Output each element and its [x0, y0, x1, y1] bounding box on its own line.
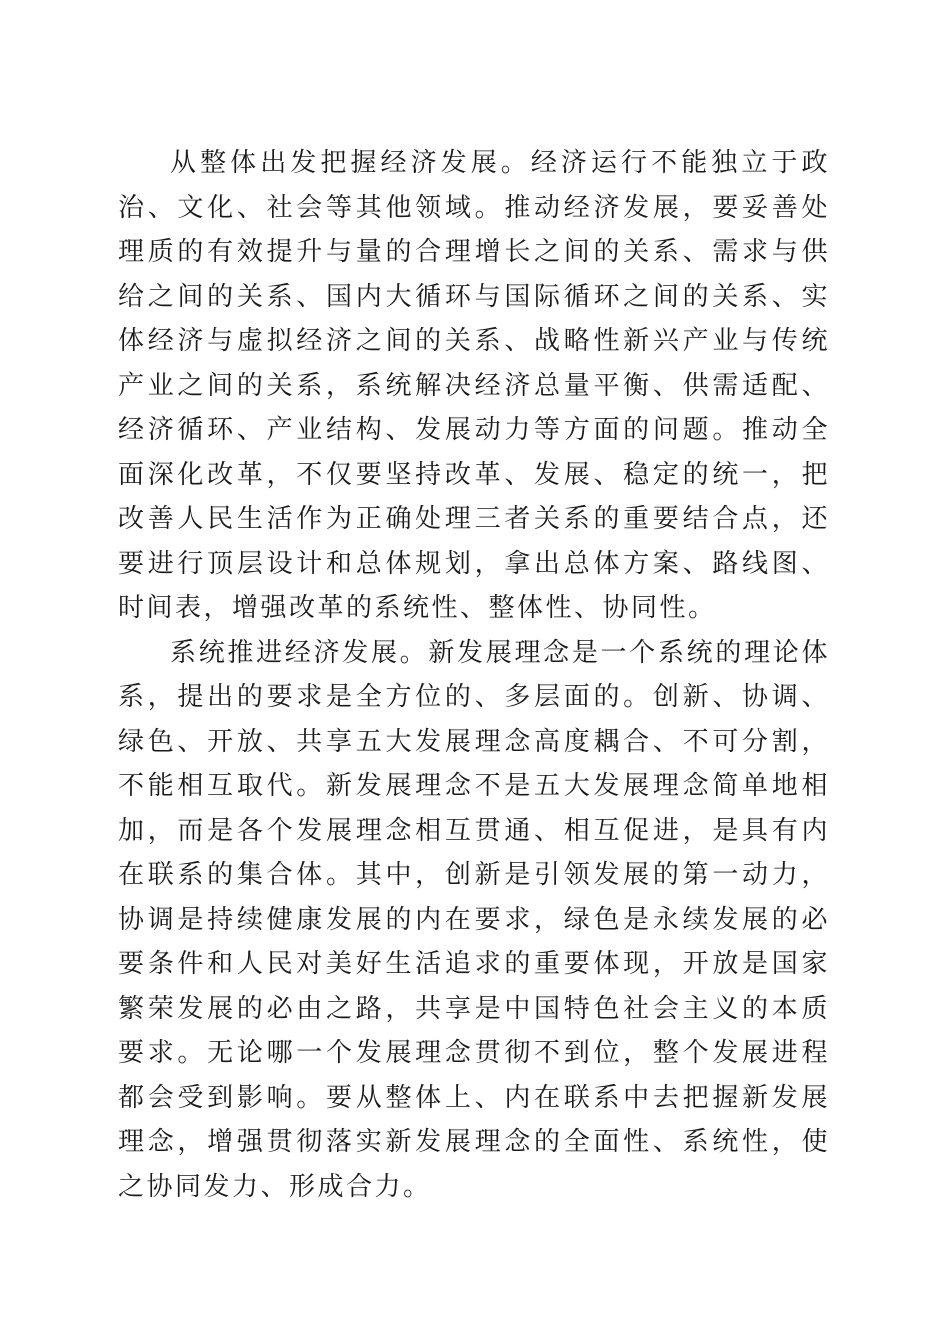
- paragraph-new-development-concept: 系统推进经济发展。新发展理念是一个系统的理论体系，提出的要求是全方位的、多层面的。创新、协调、绿色、开放、共享五大发展理念高度耦合、不可分割，不能相互取代。新发展理念不是五大发展理念简单地相加，而是各个发展理念相互贯通、相互促进，是具有内在联系的集合体。其中，创新是引领发展的第一动力，协调是持续健康发展的内在要求，绿色是永续发展的必要条件和人民对美好生活追求的重要体现，开放是国家繁荣发展的必由之路，共享是中国特色社会主义的本质要求。无论哪一个发展理念贯彻不到位，整个发展进程都会受到影响。要从整体上、内在联系中去把握新发展理念，增强贯彻落实新发展理念的全面性、系统性，使之协同发力、形成合力。: [118, 637, 830, 1202]
- document-body: [118, 141, 830, 1209]
- paragraph-economic-whole: 从整体出发把握经济发展。经济运行不能独立于政治、文化、社会等其他领域。推动经济发展，要妥善处理质的有效提升与量的合理增长之间的关系、需求与供给之间的关系、国内大循环与国际循环之间的关系、实体经济与虚拟经济之间的关系、战略性新兴产业与传统产业之间的关系，系统解决经济总量平衡、供需适配、经济循环、产业结构、发展动力等方面的问题。推动全面深化改革，不仅要坚持改革、发展、稳定的统一，把改善人民生活作为正确处理三者关系的重要结合点，还要进行顶层设计和总体规划，拿出总体方案、路线图、时间表，增强改革的系统性、整体性、协同性。: [118, 148, 830, 623]
